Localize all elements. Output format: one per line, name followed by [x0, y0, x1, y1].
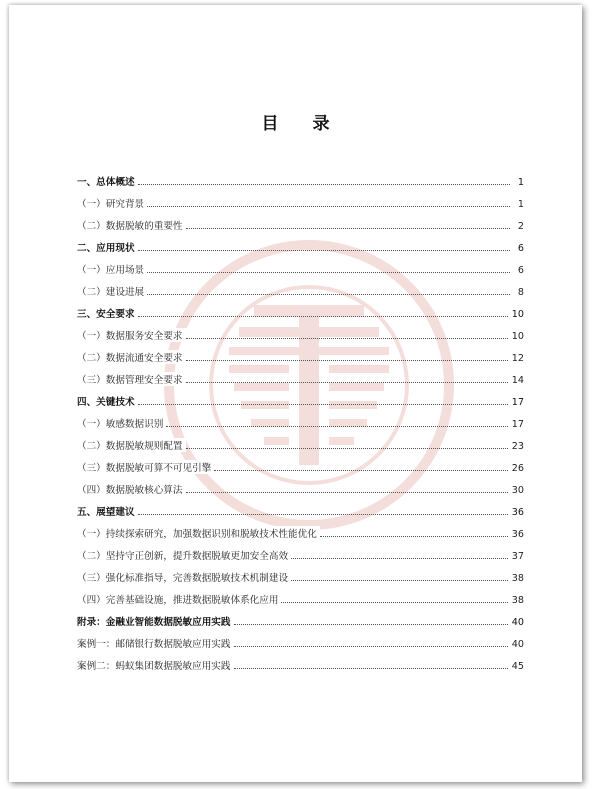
toc-entry-label: 一、总体概述	[77, 174, 138, 188]
toc-entry-label: （一）数据服务安全要求	[77, 328, 186, 342]
toc-dot-leader	[281, 601, 507, 603]
toc-entry-label: （三）强化标准指导，完善数据脱敏技术机制建设	[77, 570, 291, 584]
toc-entry[interactable]	[77, 430, 524, 452]
toc-dot-leader	[320, 535, 508, 537]
toc-entry-label: （四）完善基础设施，推进数据脱敏体系化应用	[77, 592, 281, 606]
toc-entry[interactable]	[77, 474, 524, 496]
toc-entry[interactable]	[77, 188, 524, 210]
toc-entry[interactable]	[77, 320, 524, 342]
toc-entry[interactable]	[77, 232, 524, 254]
toc-dot-leader	[147, 205, 510, 207]
toc-dot-leader	[138, 315, 508, 317]
toc-entry-page-number: 40	[511, 639, 524, 650]
toc-dot-leader	[186, 227, 510, 229]
document-page	[9, 5, 582, 782]
toc-entry-page-number: 6	[517, 265, 524, 276]
toc-dot-leader	[138, 403, 508, 405]
toc-dot-leader	[186, 337, 508, 339]
toc-entry-label: 案例一：邮储银行数据脱敏应用实践	[77, 636, 234, 650]
toc-entry-page-number: 17	[511, 397, 524, 408]
page-title: 目 录	[261, 114, 344, 134]
table-of-contents	[77, 166, 524, 672]
toc-dot-leader	[166, 425, 507, 427]
toc-entry-page-number: 23	[511, 441, 524, 452]
toc-dot-leader	[234, 667, 508, 669]
toc-entry-page-number: 36	[511, 529, 524, 540]
toc-entry-page-number: 14	[511, 375, 524, 386]
toc-entry[interactable]	[77, 650, 524, 672]
toc-dot-leader	[147, 271, 510, 273]
toc-entry-page-number: 1	[517, 199, 524, 210]
toc-entry-page-number: 36	[511, 507, 524, 518]
toc-entry-label: 案例二：蚂蚁集团数据脱敏应用实践	[77, 658, 234, 672]
toc-entry[interactable]	[77, 452, 524, 474]
toc-entry-label: （一）敏感数据识别	[77, 416, 166, 430]
toc-entry-label: 四、关键技术	[77, 394, 138, 408]
toc-dot-leader	[291, 579, 508, 581]
toc-entry-label: 附录：金融业智能数据脱敏应用实践	[77, 614, 234, 628]
toc-entry-page-number: 26	[511, 463, 524, 474]
toc-entry-label: （四）数据脱敏核心算法	[77, 482, 186, 496]
toc-entry-label: 五、展望建议	[77, 504, 138, 518]
toc-dot-leader	[234, 645, 508, 647]
toc-dot-leader	[186, 491, 508, 493]
toc-entry-page-number: 10	[511, 331, 524, 342]
toc-dot-leader	[147, 293, 510, 295]
toc-entry-label: （一）持续探索研究，加强数据识别和脱敏技术性能优化	[77, 526, 320, 540]
toc-entry-label: （二）建设进展	[77, 284, 147, 298]
toc-entry-page-number: 30	[511, 485, 524, 496]
toc-entry-page-number: 40	[511, 617, 524, 628]
toc-entry-page-number: 2	[517, 221, 524, 232]
toc-entry-label: （二）数据脱敏的重要性	[77, 218, 186, 232]
toc-entry[interactable]	[77, 540, 524, 562]
toc-dot-leader	[138, 249, 510, 251]
toc-entry[interactable]	[77, 386, 524, 408]
toc-entry[interactable]	[77, 518, 524, 540]
toc-dot-leader	[186, 447, 508, 449]
toc-entry[interactable]	[77, 628, 524, 650]
toc-entry[interactable]	[77, 562, 524, 584]
toc-entry[interactable]	[77, 408, 524, 430]
toc-dot-leader	[186, 359, 508, 361]
toc-entry-label: （一）研究背景	[77, 196, 147, 210]
toc-entry[interactable]	[77, 298, 524, 320]
toc-dot-leader	[234, 623, 508, 625]
toc-dot-leader	[214, 469, 507, 471]
toc-entry-page-number: 1	[517, 177, 524, 188]
toc-entry[interactable]	[77, 496, 524, 518]
toc-entry[interactable]	[77, 166, 524, 188]
toc-entry-page-number: 38	[511, 595, 524, 606]
toc-entry[interactable]	[77, 364, 524, 386]
toc-entry-page-number: 8	[517, 287, 524, 298]
toc-entry-label: （二）数据脱敏规则配置	[77, 438, 186, 452]
toc-entry-label: （一）应用场景	[77, 262, 147, 276]
toc-entry-page-number: 45	[511, 661, 524, 672]
toc-dot-leader	[186, 381, 508, 383]
toc-entry-page-number: 10	[511, 309, 524, 320]
toc-dot-leader	[138, 183, 510, 185]
toc-entry[interactable]	[77, 584, 524, 606]
toc-entry-label: （二）数据流通安全要求	[77, 350, 186, 364]
toc-entry-page-number: 38	[511, 573, 524, 584]
toc-entry[interactable]	[77, 254, 524, 276]
toc-entry[interactable]	[77, 606, 524, 628]
toc-entry-label: 二、应用现状	[77, 240, 138, 254]
toc-dot-leader	[138, 513, 508, 515]
toc-dot-leader	[291, 557, 508, 559]
toc-entry[interactable]	[77, 276, 524, 298]
toc-entry-page-number: 17	[511, 419, 524, 430]
toc-entry-page-number: 12	[511, 353, 524, 364]
toc-entry-label: （二）坚持守正创新，提升数据脱敏更加安全高效	[77, 548, 291, 562]
toc-entry-label: （三）数据管理安全要求	[77, 372, 186, 386]
toc-entry-page-number: 6	[517, 243, 524, 254]
toc-entry[interactable]	[77, 342, 524, 364]
toc-entry-label: 三、安全要求	[77, 306, 138, 320]
toc-entry-label: （三）数据脱敏可算不可见引擎	[77, 460, 214, 474]
toc-entry-page-number: 37	[511, 551, 524, 562]
toc-entry[interactable]	[77, 210, 524, 232]
